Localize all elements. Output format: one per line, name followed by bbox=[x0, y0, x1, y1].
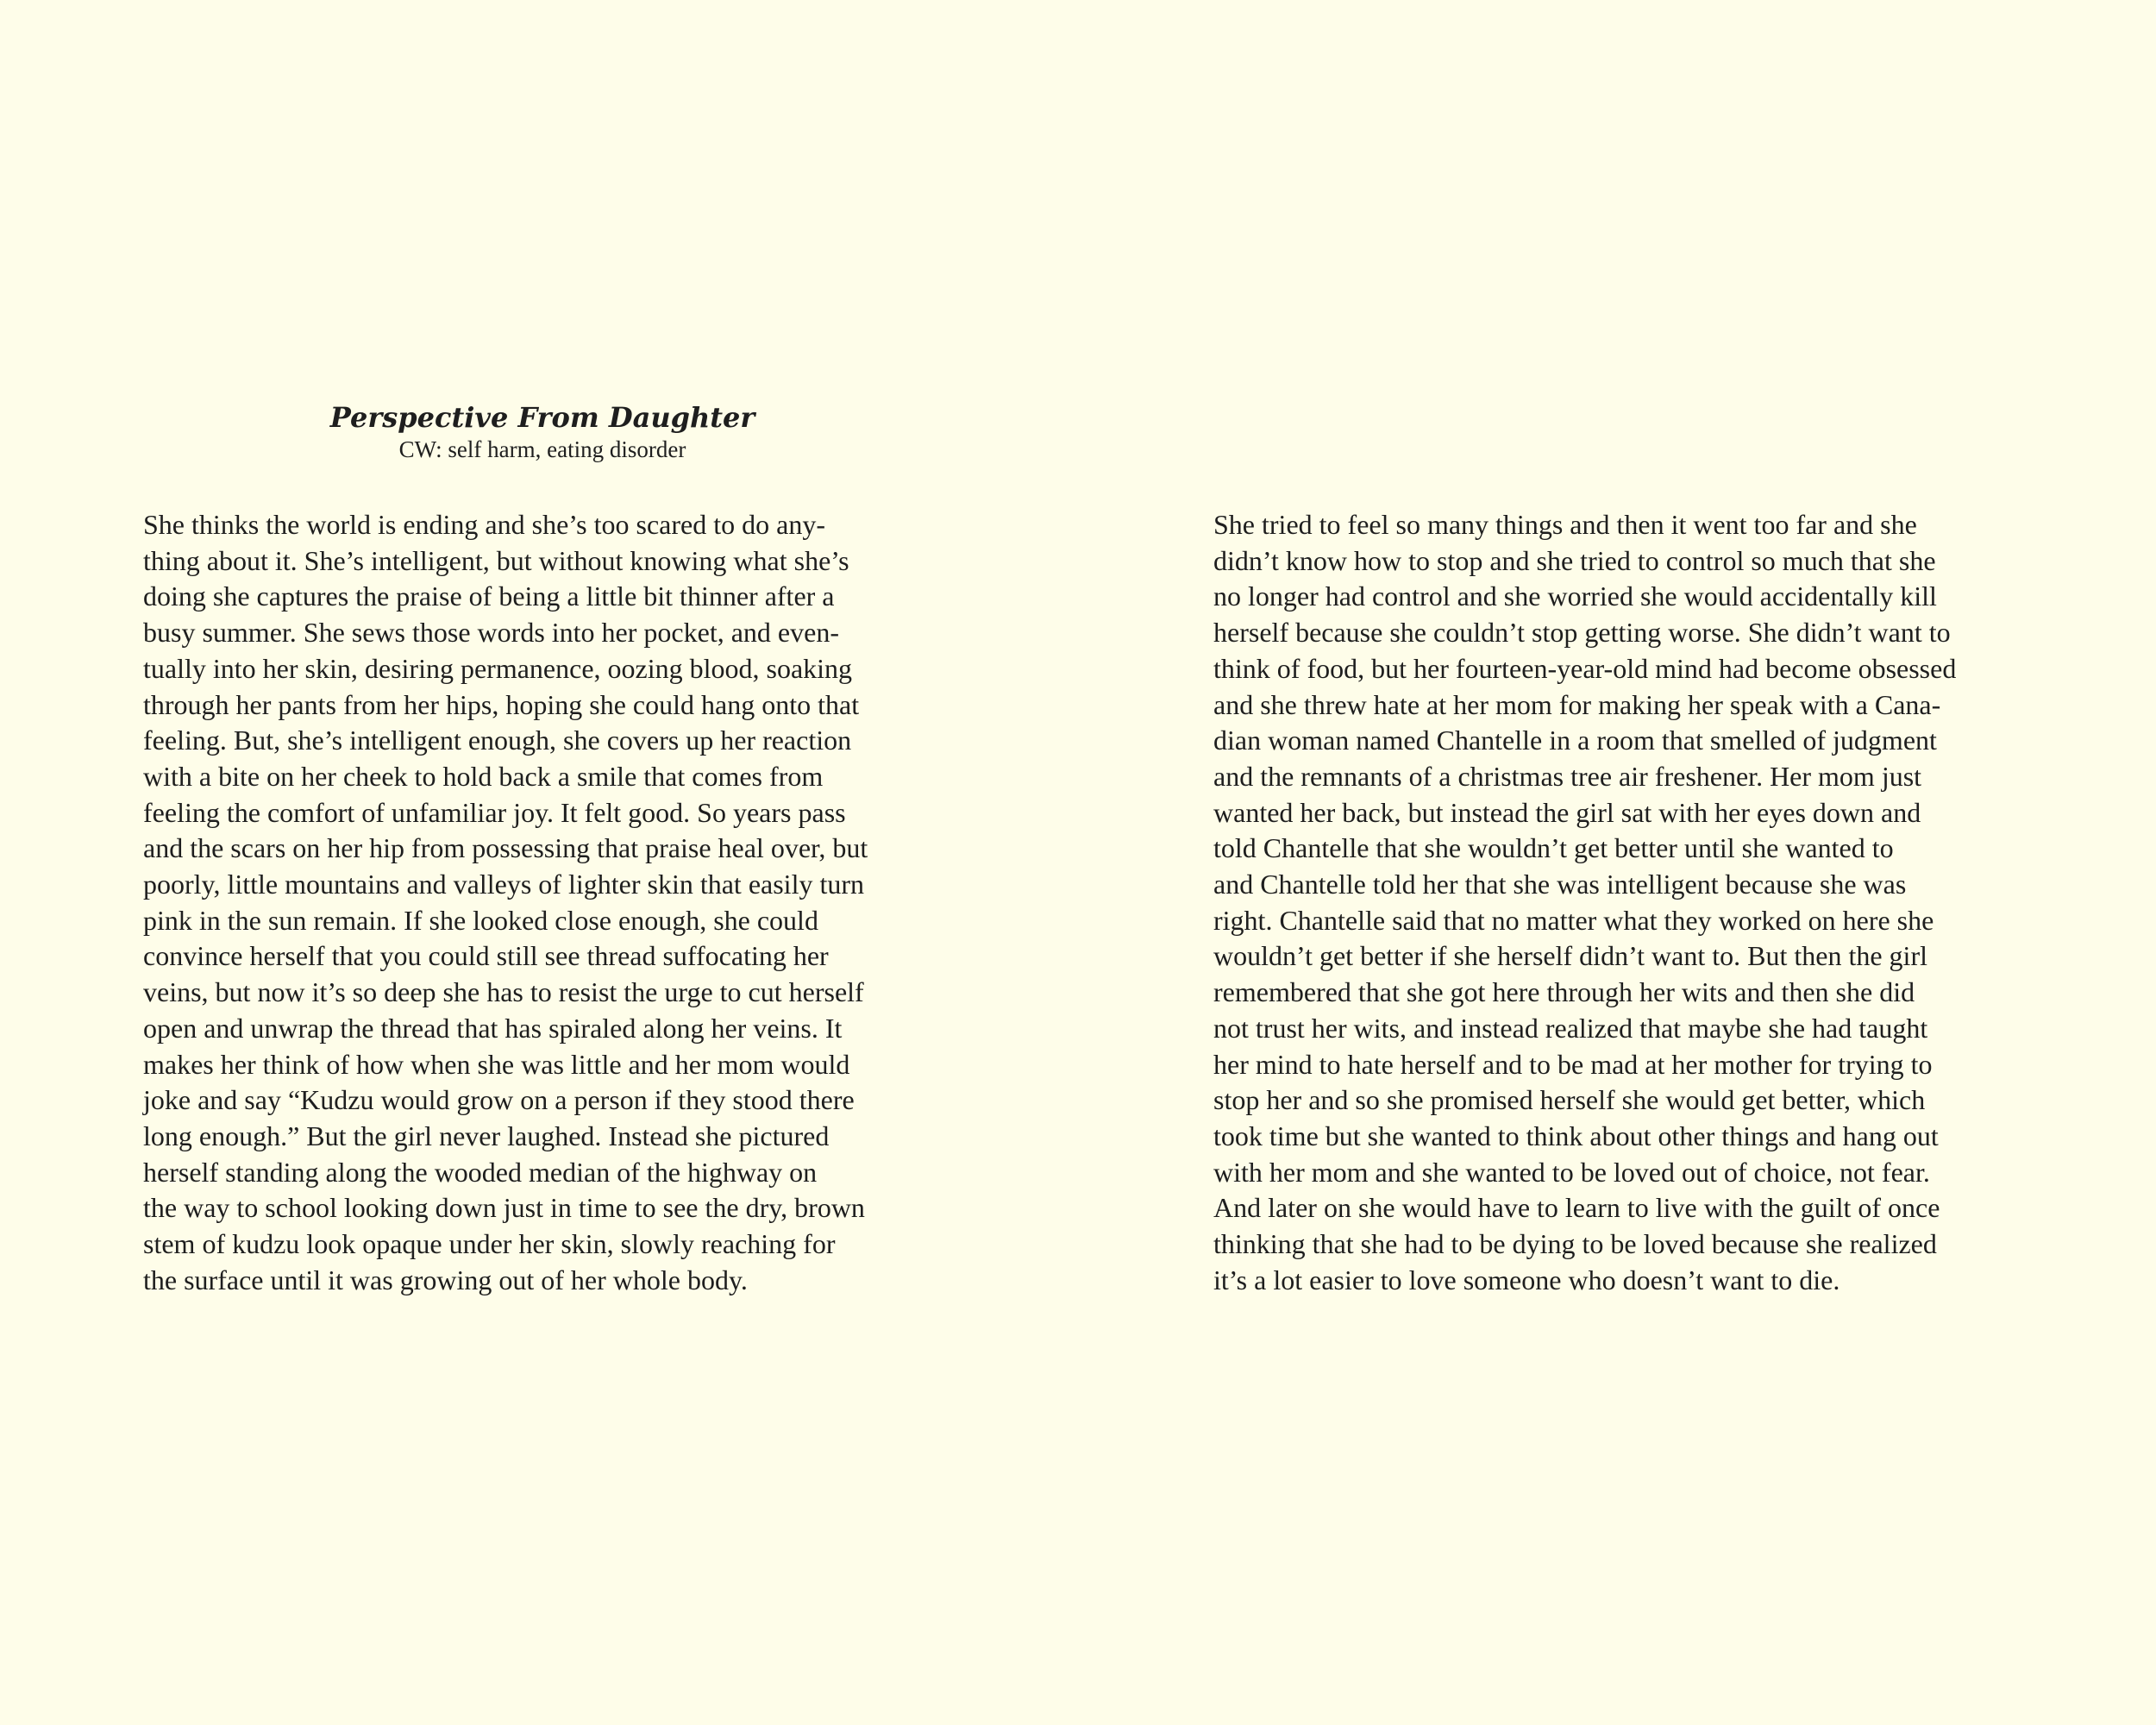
text-line: thinking that she had to be dying to be loved because she realized bbox=[1213, 1228, 1937, 1260]
text-line: She tried to feel so many things and then it went too far and she bbox=[1213, 509, 1917, 540]
left-page-text bbox=[143, 507, 868, 1298]
text-line: think of food, but her fourteen-year-old mind had become obsessed bbox=[1213, 652, 1957, 684]
text-line: her mind to hate herself and to be mad at her mother for trying to bbox=[1213, 1048, 1933, 1080]
text-line: She thinks the world is ending and she’s too scared to do any- bbox=[143, 509, 825, 540]
text-line: through her pants from her hips, hoping she could hang onto that bbox=[143, 688, 860, 720]
text-line: it’s a lot easier to love someone who doesn’t want to die. bbox=[1213, 1264, 1840, 1295]
text-line: busy summer. She sews those words into her pocket, and even- bbox=[143, 617, 839, 649]
text-line: dian woman named Chantelle in a room that smelled of judgment bbox=[1213, 724, 1937, 756]
text-line: open and unwrap the thread that has spiraled along her veins. It bbox=[143, 1012, 843, 1044]
piece-title: Perspective From Daughter bbox=[329, 401, 755, 434]
text-line: poorly, little mountains and valleys of lighter skin that easily turn bbox=[143, 869, 864, 900]
text-line: pink in the sun remain. If she looked close enough, she could bbox=[143, 904, 818, 936]
text-line: veins, but now it’s so deep she has to resist the urge to cut herself bbox=[143, 976, 864, 1008]
text-line: long enough.” But the girl never laughed. Instead she pictured bbox=[143, 1120, 830, 1151]
text-line: and she threw hate at her mom for making her speak with a Cana- bbox=[1213, 688, 1941, 720]
text-line: doing she captures the praise of being a little bit thinner after a bbox=[143, 580, 835, 612]
text-line: with her mom and she wanted to be loved out of choice, not fear. bbox=[1213, 1156, 1930, 1188]
text-line: herself standing along the wooded median of the highway on bbox=[143, 1156, 818, 1188]
right-page bbox=[1078, 0, 2156, 1725]
text-line: the way to school looking down just in time to see the dry, brown bbox=[143, 1192, 865, 1224]
piece-heading bbox=[143, 398, 942, 462]
text-line: herself because she couldn’t stop getting worse. She didn’t want to bbox=[1213, 617, 1951, 649]
text-line: told Chantelle that she wouldn’t get better until she wanted to bbox=[1213, 832, 1894, 864]
text-line: And later on she would have to learn to live with the guilt of once bbox=[1213, 1192, 1940, 1224]
text-line: and the scars on her hip from possessing that praise heal over, but bbox=[143, 832, 868, 864]
text-line: stop her and so she promised herself she would get better, which bbox=[1213, 1084, 1926, 1116]
text-line: remembered that she got here through her wits and then she did bbox=[1213, 976, 1915, 1008]
text-line: wanted her back, but instead the girl sat with her eyes down and bbox=[1213, 796, 1921, 828]
text-line: not trust her wits, and instead realized that maybe she had taught bbox=[1213, 1012, 1928, 1044]
text-line: and the remnants of a christmas tree air freshener. Her mom just bbox=[1213, 760, 1922, 792]
text-line: joke and say “Kudzu would grow on a person if they stood there bbox=[143, 1084, 855, 1116]
text-line: with a bite on her cheek to hold back a smile that comes from bbox=[143, 760, 824, 792]
text-line: the surface until it was growing out of her whole body. bbox=[143, 1264, 748, 1295]
text-line: convince herself that you could still see thread suffocating her bbox=[143, 940, 829, 972]
text-line: makes her think of how when she was little and her mom would bbox=[143, 1048, 850, 1080]
text-line: thing about it. She’s intelligent, but without knowing what she’s bbox=[143, 544, 849, 576]
text-line: and Chantelle told her that she was intelligent because she was bbox=[1213, 869, 1907, 900]
text-line: tually into her skin, desiring permanence, oozing blood, soaking bbox=[143, 652, 853, 684]
text-line: stem of kudzu look opaque under her skin, slowly reaching for bbox=[143, 1228, 836, 1260]
text-line: right. Chantelle said that no matter what they worked on here she bbox=[1213, 904, 1934, 936]
text-line: feeling. But, she’s intelligent enough, she covers up her reaction bbox=[143, 724, 852, 756]
text-line: didn’t know how to stop and she tried to control so much that she bbox=[1213, 544, 1936, 576]
text-line: no longer had control and she worried she would accidentally kill bbox=[1213, 580, 1937, 612]
text-line: wouldn’t get better if she herself didn’t want to. But then the girl bbox=[1213, 940, 1927, 972]
text-line: feeling the comfort of unfamiliar joy. It felt good. So years pass bbox=[143, 796, 846, 828]
content-warning: CW: self harm, eating disorder bbox=[398, 436, 686, 462]
right-page-text bbox=[1213, 507, 1956, 1298]
text-line: took time but she wanted to think about other things and hang out bbox=[1213, 1120, 1939, 1151]
